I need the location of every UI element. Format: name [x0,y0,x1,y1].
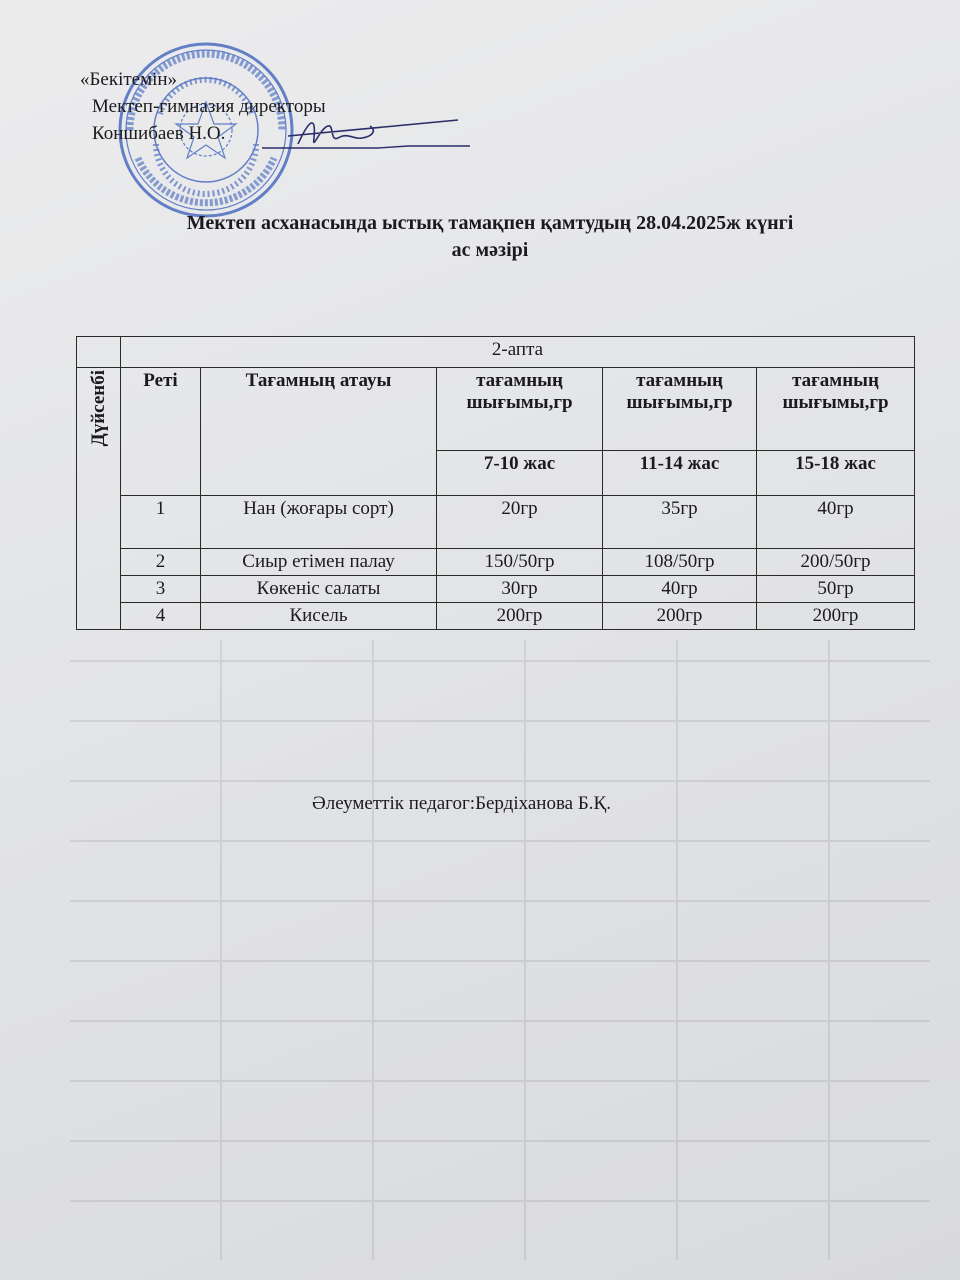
footer-signatory: Әлеуметтік педагог:Бердіханова Б.Қ. [312,793,611,814]
menu-table [76,336,915,630]
approval-label: «Бекітемін» [80,69,178,90]
portion-7-10: 150/50гр [437,549,603,576]
title-line-2: ас мәзірі [451,239,529,261]
portion-15-18: 200гр [757,603,915,630]
age-header-3: 15-18 жас [757,451,915,496]
yield-header-2: тағамның шығымы,гр [603,368,757,451]
portion-11-14: 35гр [603,496,757,549]
handwritten-signature-icon [258,108,473,160]
yield-header-3: тағамның шығымы,гр [757,368,915,451]
row-number: 4 [121,603,201,630]
dish-name: Кисель [201,603,437,630]
day-cell [77,368,121,630]
age-header-2: 11-14 жас [603,451,757,496]
portion-7-10: 200гр [437,603,603,630]
approval-position: Мектеп-гимназия директоры [92,96,326,117]
portion-11-14: 108/50гр [603,549,757,576]
table-row [77,603,915,630]
portion-11-14: 40гр [603,576,757,603]
row-number: 2 [121,549,201,576]
portion-15-18: 40гр [757,496,915,549]
document-title [90,210,890,264]
dish-name: Көкеніс салаты [201,576,437,603]
portion-11-14: 200гр [603,603,757,630]
title-line-1: Мектеп асханасында ыстық тамақпен қамтудың 28.04.2025ж күнгі [186,212,794,234]
age-header-1: 7-10 жас [437,451,603,496]
portion-15-18: 200/50гр [757,549,915,576]
row-number: 3 [121,576,201,603]
dish-name-header: Тағамның атауы [201,368,437,496]
approval-director-name: Коншибаев Н.О. [92,123,226,144]
empty-corner-cell [77,337,121,368]
dish-name: Сиыр етімен палау [201,549,437,576]
week-row [77,337,915,368]
order-header: Реті [121,368,201,496]
week-label: 2-апта [121,337,915,368]
table-row [77,576,915,603]
table-row [77,549,915,576]
yield-header-1: тағамның шығымы,гр [437,368,603,451]
portion-7-10: 30гр [437,576,603,603]
bleed-through-shadow [70,640,930,1260]
table-row [77,496,915,549]
dish-name: Нан (жоғары сорт) [201,496,437,549]
day-label: Дүйсенбі [87,370,109,447]
header-row [77,368,915,451]
portion-7-10: 20гр [437,496,603,549]
row-number: 1 [121,496,201,549]
portion-15-18: 50гр [757,576,915,603]
